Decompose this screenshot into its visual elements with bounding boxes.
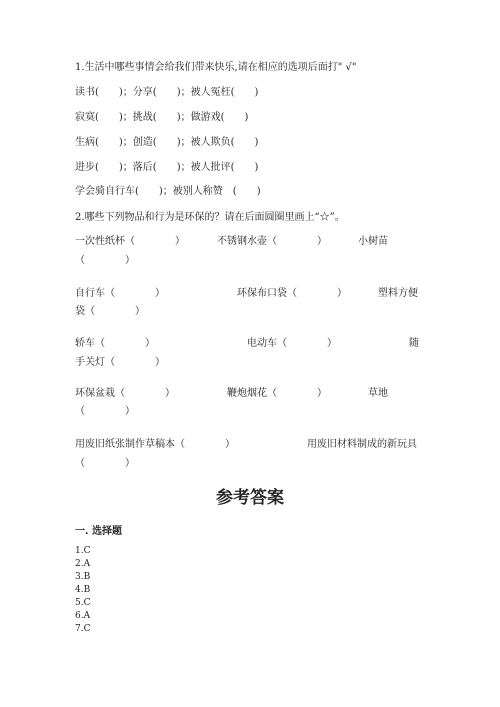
question-1-row-5: 学会骑自行车( )；被别人称赞 ( ) (75, 186, 261, 197)
answer-item: 7.C (75, 624, 91, 634)
q2-item-draft-paper: 用废旧纸张制作草稿本（ ） (75, 439, 235, 450)
answer-item: 3.B (75, 572, 91, 582)
q2-item-sapling-blank: （ ） (75, 255, 135, 266)
q2-item-grass-blank: （ ） (75, 406, 135, 417)
answer-item: 4.B (75, 585, 91, 595)
answer-section-heading: 一. 选择题 (75, 526, 122, 537)
answer-key-title: 参考答案 (216, 488, 284, 508)
q2-item-paper-cup: 一次性纸杯（ ） (75, 236, 185, 247)
answer-item: 6.A (75, 611, 91, 621)
question-1-row-2: 寂寞( )；挑战( )；做游戏( ) (75, 112, 249, 123)
q2-item-plastic-bag-blank: 袋（ ） (75, 306, 145, 317)
question-1-row-1: 读书( )；分享( )；被人冤枉( ) (75, 87, 259, 98)
q2-item-turn-off-lights-blank: 手关灯（ ） (75, 357, 165, 368)
question-1-row-4: 进步( )；落后( )；被人批评( ) (75, 162, 259, 173)
answer-item: 1.C (75, 546, 91, 556)
q2-item-car: 轿车（ ） (75, 338, 155, 349)
q2-item-steel-kettle: 不锈钢水壶（ ） (217, 236, 327, 247)
q2-item-potted-plant: 环保盆栽（ ） (75, 388, 175, 399)
q2-item-recycled-toy-blank: （ ） (75, 458, 135, 469)
question-1-row-3: 生病( )；创造( )；被人欺负( ) (75, 137, 259, 148)
q2-item-electric-bike: 电动车（ ） (247, 338, 337, 349)
q2-item-sapling: 小树苗 (358, 236, 388, 247)
q2-item-fireworks: 鞭炮烟花（ ） (227, 388, 327, 399)
q2-item-turn-off-lights: 随 (409, 338, 419, 349)
q2-item-bicycle: 自行车（ ） (75, 288, 165, 299)
q2-item-grass: 草地 (368, 388, 388, 399)
q2-item-plastic-bag: 塑料方便 (378, 288, 418, 299)
answer-item: 2.A (75, 559, 91, 569)
question-2-title: 2.哪些下列物品和行为是环保的？请在后面圆圈里画上“☆”。 (75, 212, 345, 223)
q2-item-recycled-toy: 用废旧材料制成的新玩具 (307, 439, 417, 450)
q2-item-cloth-bag: 环保布口袋（ ） (237, 288, 347, 299)
answer-item: 5.C (75, 598, 91, 608)
question-1-title: 1.生活中哪些事情会给我们带来快乐,请在相应的选项后面打" √" (75, 62, 357, 73)
